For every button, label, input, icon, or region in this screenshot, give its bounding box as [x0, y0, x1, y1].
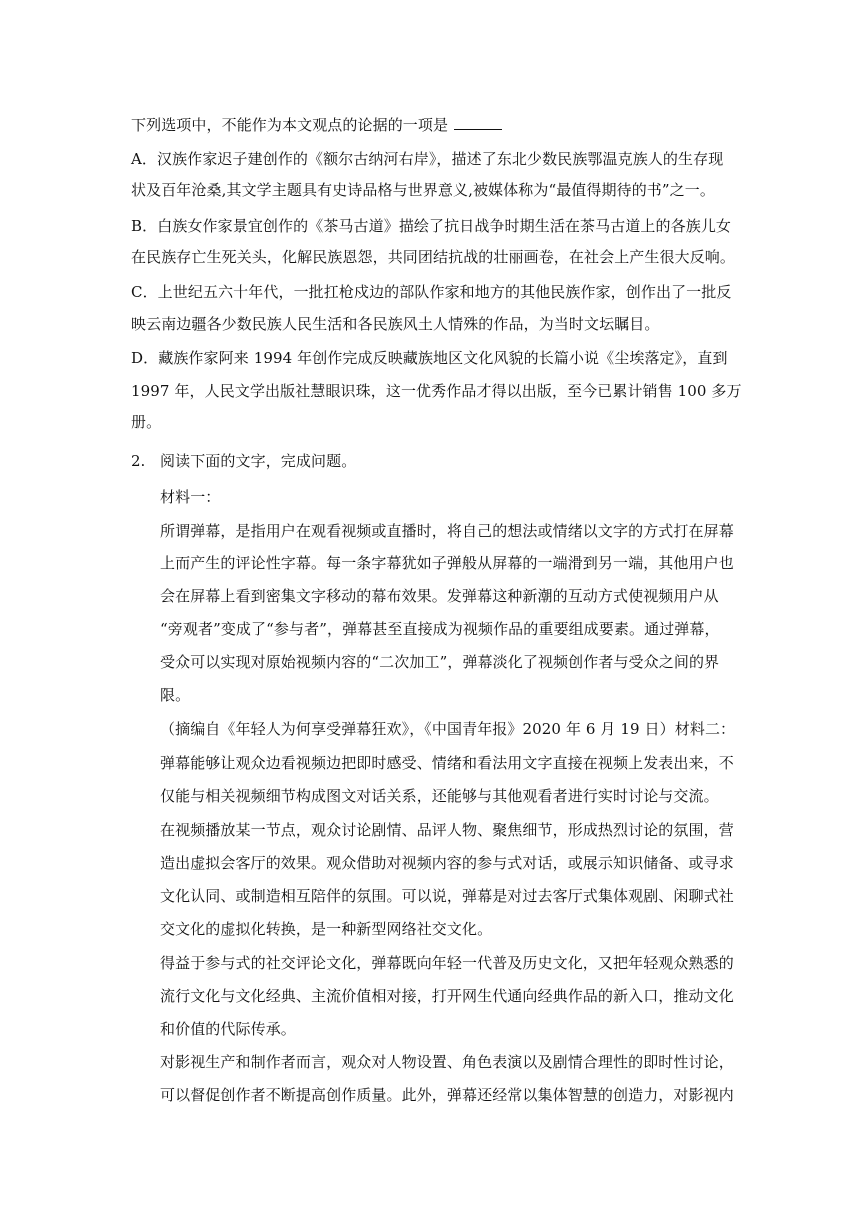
material-2-para-2-line-3: 文化认同、或制造相互陪伴的氛围。可以说，弹幕是对过去客厅式集体观剧、闲聊式社	[160, 887, 734, 905]
material-2-line-1: 弹幕能够让观众边看视频边把即时感受、情绪和看法用文字直接在视频上发表出来，不	[160, 754, 734, 772]
option-d-line-3: 册。	[131, 413, 162, 431]
material-1-line-3: 会在屏幕上看到密集文字移动的幕布效果。发弹幕这种新潮的互动方式使视频用户从	[160, 587, 719, 605]
material-1-line-4: “旁观者”变成了“参与者”，弹幕甚至直接成为视频作品的重要组成要素。通过弹幕，	[160, 620, 720, 638]
option-b-line-1: B．白族女作家景宜创作的《茶马古道》描绘了抗日战争时期生活在茶马古道上的各族儿女	[131, 217, 732, 235]
material-2-para-4-line-2: 可以督促创作者不断提高创作质量。此外，弹幕还经常以集体智慧的创造力，对影视内	[160, 1086, 734, 1104]
material-2-para-3-line-3: 和价值的代际传承。	[160, 1020, 296, 1038]
option-c-line-2: 映云南边疆各少数民族人民生活和各民族风土人情殊的作品，为当时文坛瞩目。	[131, 315, 660, 333]
answer-blank	[454, 115, 502, 130]
question-stem	[131, 115, 731, 135]
material-2-para-3-line-2: 流行文化与文化经典、主流价值相对接，打开网生代通向经典作品的新入口，推动文化	[160, 987, 734, 1005]
material-1-line-2: 上而产生的评论性字幕。每一条字幕犹如子弹般从屏幕的一端滑到另一端，其他用户也	[160, 554, 734, 572]
material-2-para-3-line-1: 得益于参与式的社交评论文化，弹幕既向年轻一代普及历史文化，又把年轻观众熟悉的	[160, 954, 734, 972]
question-2-number: 2.	[131, 452, 146, 470]
material-2-para-4-line-1: 对影视生产和制作者而言，观众对人物设置、角色表演以及剧情合理性的即时性讨论，	[160, 1053, 734, 1071]
option-a-line-2: 状及百年沧桑,其文学主题具有史诗品格与世界意义,被媒体称为“最值得期待的书”之一。	[131, 181, 715, 199]
option-b-line-2: 在民族存亡生死关头，化解民族恩怨，共同团结抗战的壮丽画卷，在社会上产生很大反响。	[131, 248, 736, 266]
option-c-line-1: C．上世纪五六十年代，一批扛枪戍边的部队作家和地方的其他民族作家，创作出了一批反	[131, 283, 732, 301]
material-1-line-5: 受众可以实现对原始视频内容的“二次加工”，弹幕淡化了视频创作者与受众之间的界	[160, 653, 720, 671]
question-stem-text: 下列选项中，不能作为本文观点的论据的一项是	[131, 116, 449, 134]
material-2-para-2-line-1: 在视频播放某一节点，观众讨论剧情、品评人物、聚焦细节，形成热烈讨论的氛围，营	[160, 821, 734, 839]
material-1-line-6: 限。	[160, 686, 191, 704]
material-1-heading: 材料一：	[160, 488, 221, 506]
material-1-source-and-material-2-heading: （摘编自《年轻人为何享受弹幕狂欢》，《中国青年报》2020 年 6 月 19 日）材料二：	[160, 720, 736, 738]
material-2-line-2: 仅能与相关视频细节构成图文对话关系，还能够与其他观看者进行实时讨论与交流。	[160, 787, 719, 805]
option-d-line-1: D．藏族作家阿来 1994 年创作完成反映藏族地区文化风貌的长篇小说《尘埃落定》，直到	[131, 349, 728, 367]
material-2-para-2-line-4: 交文化的虚拟化转换，是一种新型网络社交文化。	[160, 920, 493, 938]
material-1-line-1: 所谓弹幕，是指用户在观看视频或直播时，将自己的想法或情绪以文字的方式打在屏幕	[160, 522, 734, 540]
question-2-prompt: 阅读下面的文字，完成问题。	[160, 452, 357, 470]
material-2-para-2-line-2: 造出虚拟会客厅的效果。观众借助对视频内容的参与式对话，或展示知识储备、或寻求	[160, 854, 734, 872]
option-a-line-1: A．汉族作家迟子建创作的《额尔古纳河右岸》，描述了东北少数民族鄂温克族人的生存现	[131, 150, 724, 168]
option-d-line-2: 1997 年，人民文学出版社慧眼识珠，这一优秀作品才得以出版，至今已累计销售 100 多万	[131, 382, 742, 400]
